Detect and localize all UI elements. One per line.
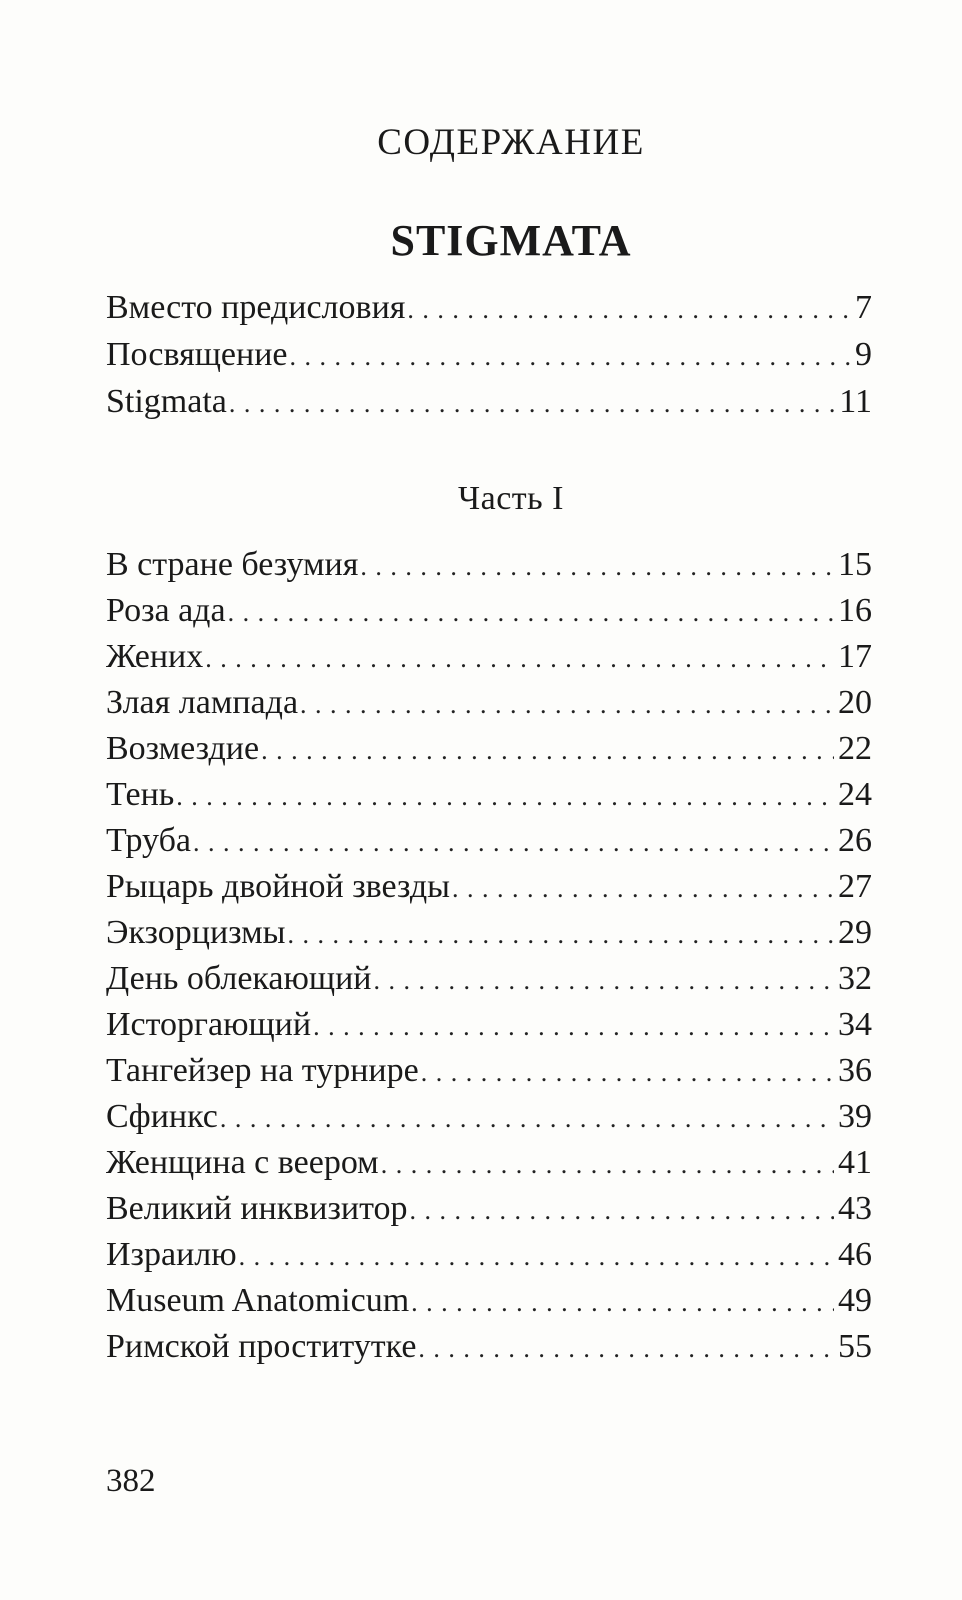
toc-entry [106, 1052, 872, 1098]
toc-entry-page: 46 [838, 1236, 872, 1273]
toc-entry-page: 39 [838, 1098, 872, 1135]
toc-entry [106, 383, 872, 430]
toc-dot-leader [290, 342, 852, 372]
toc-dot-leader [239, 1242, 834, 1272]
toc-entry-title: Великий инквизитор [106, 1190, 408, 1227]
toc-entry [106, 546, 872, 592]
toc-entry [106, 1190, 872, 1236]
toc-dot-leader [205, 644, 834, 674]
toc-entry-page: 7 [855, 289, 872, 326]
toc-entry [106, 1006, 872, 1052]
toc-dot-leader [360, 552, 834, 582]
toc-entry [106, 822, 872, 868]
toc-entry-title: Посвящение [106, 336, 288, 373]
toc-dot-leader [381, 1150, 834, 1180]
toc-entry [106, 1144, 872, 1190]
toc-entry [106, 1282, 872, 1328]
toc-entry-page: 24 [838, 776, 872, 813]
toc-entry [106, 336, 872, 383]
toc-entry [106, 1328, 872, 1374]
toc-entry-title: Злая лампада [106, 684, 299, 721]
toc-dot-leader [418, 1334, 834, 1364]
toc-entry [106, 592, 872, 638]
toc-dot-leader [407, 295, 851, 325]
toc-entry-title: Сфинкс [106, 1098, 218, 1135]
toc-dot-leader [411, 1288, 834, 1318]
toc-dot-leader [300, 690, 834, 720]
toc-dot-leader [228, 598, 834, 628]
toc-entry [106, 960, 872, 1006]
toc-entry-title: Stigmata [106, 383, 227, 420]
toc-entry-title: Труба [106, 822, 191, 859]
part-title: Часть I [458, 480, 564, 517]
toc-entry [106, 914, 872, 960]
toc-entry-title: Экзорцизмы [106, 914, 286, 951]
toc-dot-leader [452, 874, 834, 904]
toc-dot-leader [261, 736, 834, 766]
toc-dot-leader [373, 966, 834, 996]
section-title: STIGMATA [390, 216, 632, 265]
toc-entry-page: 26 [838, 822, 872, 859]
toc-entry-title: Возмездие [106, 730, 260, 767]
toc-entry-page: 27 [838, 868, 872, 905]
toc-entry-page: 32 [838, 960, 872, 997]
toc-entry-title: В стране безумия [106, 546, 359, 583]
toc-entry-title: Жених [106, 638, 204, 675]
toc-entry-page: 49 [838, 1282, 872, 1319]
toc-entry-page: 20 [838, 684, 872, 721]
toc-dot-leader [287, 920, 834, 950]
toc-dot-leader [421, 1058, 834, 1088]
toc-entry-page: 34 [838, 1006, 872, 1043]
toc-dot-leader [313, 1012, 834, 1042]
toc-entry-page: 41 [838, 1144, 872, 1181]
toc-dot-leader [410, 1196, 834, 1226]
toc-intro-list [106, 289, 872, 430]
toc-entry [106, 1098, 872, 1144]
toc-entry-title: Израилю [106, 1236, 237, 1273]
toc-entry-title: День облекающий [106, 960, 372, 997]
toc-entry [106, 868, 872, 914]
toc-entry-title: Исторгающий [106, 1006, 312, 1043]
toc-entry-title: Роза ада [106, 592, 226, 629]
toc-entry-title: Рыцарь двойной звезды [106, 868, 451, 905]
page-number: 382 [106, 1463, 156, 1499]
contents-heading: СОДЕРЖАНИЕ [377, 122, 645, 163]
toc-entry-page: 15 [838, 546, 872, 583]
toc-entry-title: Тень [106, 776, 175, 813]
toc-entry-page: 17 [838, 638, 872, 675]
toc-entry-title: Вместо предисловия [106, 289, 406, 326]
toc-entry [106, 730, 872, 776]
toc-entry-title: Римской проститутке [106, 1328, 417, 1365]
toc-entry-page: 11 [839, 383, 872, 420]
toc-entry [106, 1236, 872, 1282]
toc-dot-leader [229, 389, 835, 419]
toc-entry-page: 9 [855, 336, 872, 373]
toc-dot-leader [193, 828, 834, 858]
toc-entry-page: 43 [838, 1190, 872, 1227]
toc-entry-page: 55 [838, 1328, 872, 1365]
toc-entry-title: Museum Anatomicum [106, 1282, 410, 1319]
toc-entry-page: 29 [838, 914, 872, 951]
toc-entry [106, 638, 872, 684]
toc-entry-title: Тангейзер на турнире [106, 1052, 419, 1089]
toc-part1-list [106, 546, 872, 1374]
toc-entry-page: 36 [838, 1052, 872, 1089]
toc-entry [106, 684, 872, 730]
toc-dot-leader [220, 1104, 834, 1134]
toc-entry [106, 776, 872, 822]
toc-entry-page: 16 [838, 592, 872, 629]
toc-entry [106, 289, 872, 336]
toc-dot-leader [176, 782, 834, 812]
toc-entry-page: 22 [838, 730, 872, 767]
toc-entry-title: Женщина с веером [106, 1144, 379, 1181]
